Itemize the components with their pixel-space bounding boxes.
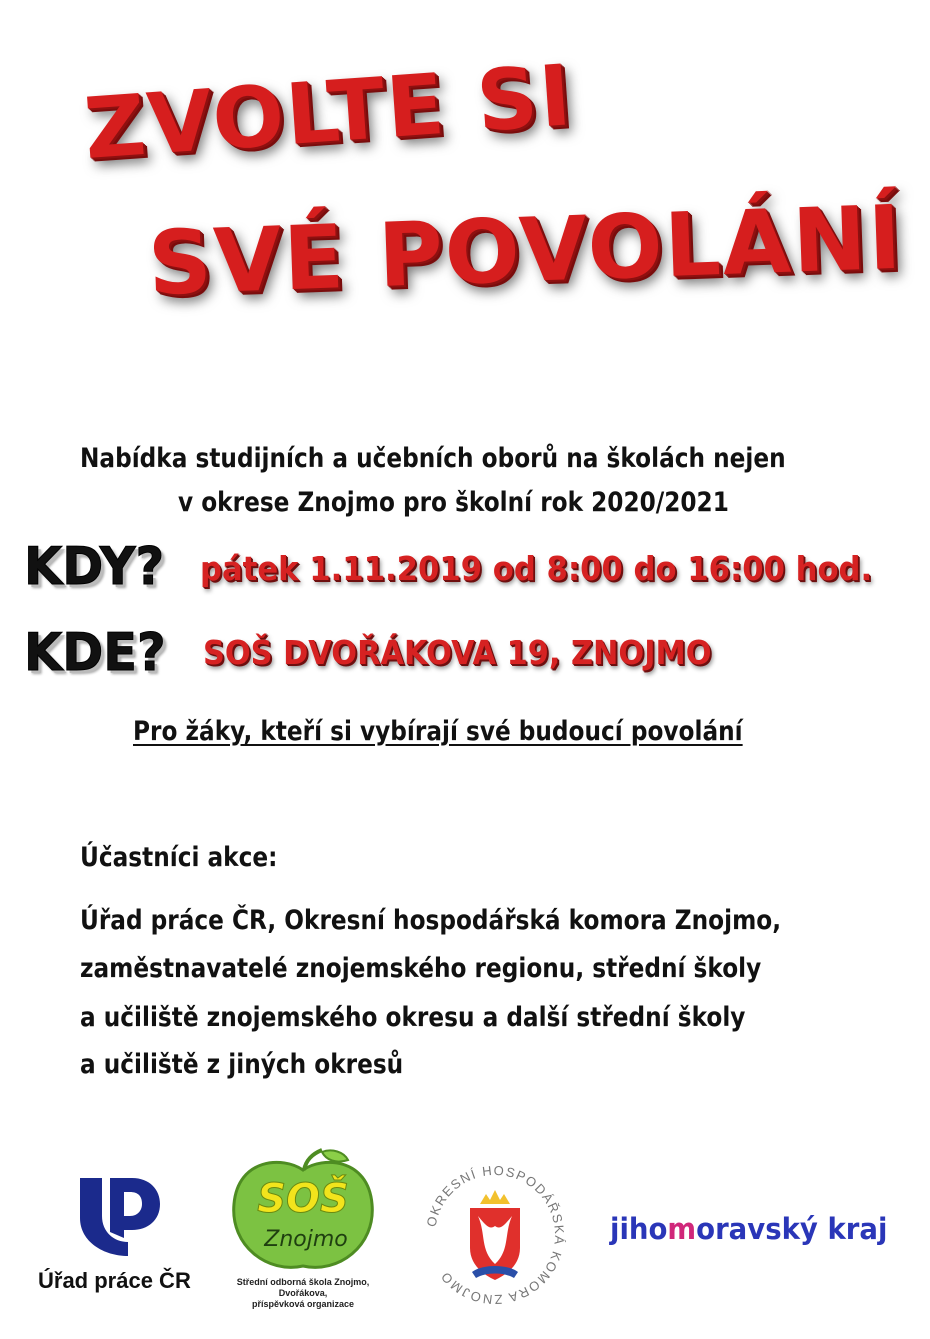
participants-line: a učiliště z jiných okresů [80, 1049, 404, 1080]
jmk-text-m: m [667, 1212, 697, 1246]
jmk-text-part1: jiho [610, 1212, 668, 1246]
headline-line-1: ZVOLTE SI [81, 46, 576, 178]
sos-apple-logo-icon [228, 1148, 378, 1276]
up-logo-text: Úřad práce ČR [38, 1268, 191, 1293]
when-label: KDY? [24, 537, 165, 597]
where-label: KDE? [24, 623, 166, 683]
headline-line-2: SVÉ POVOLÁNÍ [146, 185, 905, 315]
jmk-logo-text [610, 1212, 887, 1246]
sos-badge-top: SOŠ [257, 1176, 349, 1222]
jmk-text-part2: oravský kraj [696, 1212, 888, 1246]
sos-caption-line: Střední odborná škola Znojmo, [236, 1277, 370, 1287]
sos-caption [230, 1277, 376, 1310]
participants-line: Úřad práce ČR, Okresní hospodářská komora Znojmo, [80, 905, 782, 936]
up-logo-icon [80, 1176, 160, 1256]
participants-title: Účastníci akce: [80, 842, 278, 873]
participants-line: a učiliště znojemského okresu a další střední školy [80, 1002, 746, 1033]
sos-caption-line: Dvořákova, [278, 1288, 328, 1298]
sos-badge-bottom: Znojmo [264, 1227, 348, 1252]
audience-text: Pro žáky, kteří si vybírají své budoucí povolání [133, 716, 743, 747]
ohk-ring-text: OKRESNÍ HOSPODÁŘSKÁ KOMORA ZNOJMO [423, 1162, 568, 1308]
ohk-seal-logo-icon [420, 1160, 570, 1310]
participants-line: zaměstnavatelé znojemského regionu, střední školy [80, 953, 762, 984]
when-value: pátek 1.11.2019 od 8:00 do 16:00 hod. [200, 549, 873, 588]
where-value: SOŠ DVOŘÁKOVA 19, ZNOJMO [203, 633, 712, 672]
intro-line-2: v okrese Znojmo pro školní rok 2020/2021 [178, 487, 729, 518]
intro-line-1: Nabídka studijních a učebních oborů na školách nejen [80, 443, 786, 474]
sos-caption-line: příspěvková organizace [251, 1299, 355, 1309]
